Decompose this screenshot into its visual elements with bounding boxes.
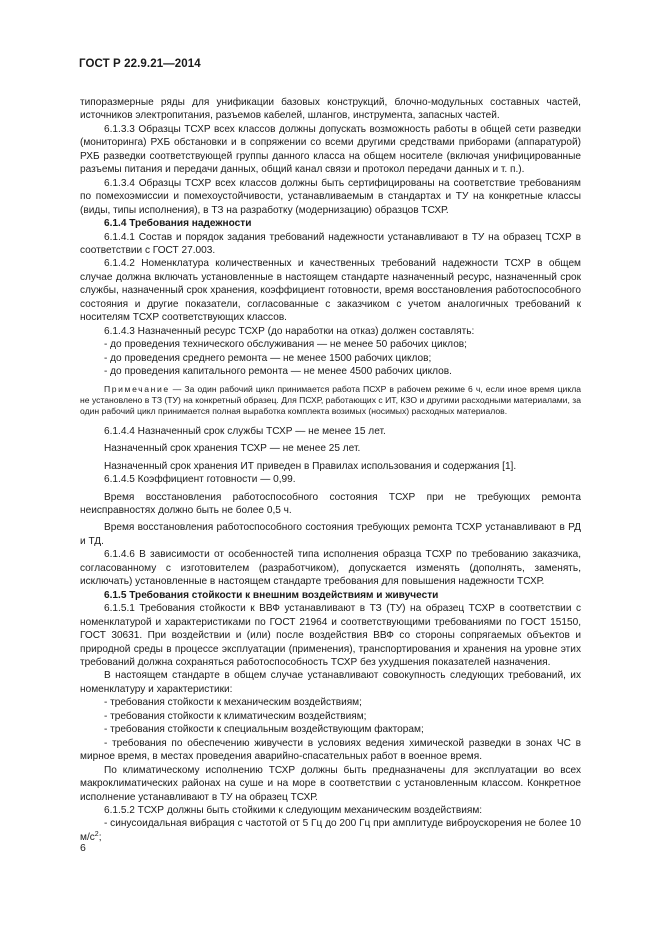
section-heading: 6.1.4 Требования надежности (104, 218, 252, 230)
paragraph: типоразмерные ряды для унификации базовых конструкций, блочно-модульных составных частей, источников электропитания, разъемов кабелей, шлангов, инструмента, запасных частей. (80, 97, 581, 122)
paragraph: Назначенный срок хранения ИТ приведен в Правилах использования и содержания [1]. (104, 460, 517, 472)
paragraph: 6.1.4.3 Назначенный ресурс ТСХР (до наработки на отказ) должен составлять: (104, 325, 475, 337)
paragraph: 6.1.5.1 Требования стойкости к ВВФ устанавливают в ТЗ (ТУ) на образец ТСХР в соответствии с номенклатурой и характеристиками по ГОСТ 21964 и соответствующими требованиями по ГОСТ 15150, ГОСТ 30631. При воздействии и (или) после воздействия ВВФ со стороны сопрягаемых объектов и природной среды в процессе эксплуатации (применения), транспортирования и хранения на уровне этих требований должна сохраняться работоспособность ТСХР без ухудшения показателей назначения. (80, 603, 581, 668)
list-item: - до проведения технического обслуживания — не менее 50 рабочих циклов; (104, 339, 467, 351)
paragraph: Время восстановления работоспособного состояния требующих ремонта ТСХР устанавливают в РД и ТД. (80, 522, 581, 547)
list-item-end: ; (98, 831, 102, 843)
paragraph: 6.1.4.1 Состав и порядок задания требований надежности устанавливают в ТУ на образец ТСХР в соответствии с ГОСТ 27.003. (80, 231, 581, 256)
paragraph: 6.1.3.4 Образцы ТСХР всех классов должны быть сертифицированы на соответствие требованиям по помехоэмиссии и помехоустойчивости, устанавливаемым в стандартах и ТУ на конкретные классы (виды, типы исполнения), в ТЗ на разработку (модернизацию) образцов ТСХР. (80, 177, 581, 216)
list-item: - до проведения среднего ремонта — не менее 1500 рабочих циклов; (104, 352, 432, 364)
document-body (80, 96, 581, 844)
paragraph: По климатическому исполнению ТСХР должны быть предназначены для эксплуатации во всех макроклиматических районах на суше и на море в соответствии с установленным классом. Конкретное исполнение устанавливают в ТУ на образец ТСХР. (80, 764, 581, 803)
list-item: - требования стойкости к специальным воздействующим факторам; (104, 724, 424, 736)
list-item: - требования по обеспечению живучести в условиях ведения химической разведки в зонах ЧС в мирное время, в местах проведения аварийно-спасательных работ в военное время. (80, 737, 581, 763)
note (80, 384, 581, 418)
paragraph: Время восстановления работоспособного состояния ТСХР при не требующих ремонта неисправностях должно быть не более 0,5 ч. (80, 491, 581, 516)
list-item (80, 817, 581, 844)
paragraph: Назначенный срок хранения ТСХР — не менее 25 лет. (104, 443, 361, 455)
list-item: - до проведения капитального ремонта — не менее 4500 рабочих циклов. (104, 366, 452, 378)
page-number: 6 (80, 842, 86, 854)
list-item: - требования стойкости к климатическим воздействиям; (104, 710, 367, 722)
list-item-text: - синусоидальная вибрация с частотой от 5 Гц до 200 Гц при амплитуде виброускорения не более 10 м/с (80, 818, 581, 843)
paragraph: 6.1.3.3 Образцы ТСХР всех классов должны допускать возможность работы в общей сети разведки (мониторинга) РХБ обстановки и в сопряжении со всеми другими средствами приборами (аппаратурой) РХБ разведки соответствующей группы данного класса на общем носителе (включая унифицированные разъемы питания и передачи данных, общий канал связи и протокол передачи данных и т. п.). (80, 123, 581, 176)
paragraph: 6.1.4.4 Назначенный срок службы ТСХР — не менее 15 лет. (104, 425, 386, 437)
list-item: - требования стойкости к механическим воздействиям; (104, 697, 362, 709)
paragraph: В настоящем стандарте в общем случае устанавливают совокупность следующих требований, их номенклатуру и характеристики: (80, 670, 581, 695)
section-heading: 6.1.5 Требования стойкости к внешним воздействиям и живучести (104, 589, 439, 601)
paragraph: 6.1.4.2 Номенклатура количественных и качественных требований надежности ТСХР в общем случае должна включать установленные в настоящем стандарте назначенный ресурс, назначенный срок службы, назначенный срок хранения, коэффициент готовности, время восстановления работоспособного состояния и другие показатели, согласованные с заказчиком с учетом аналогичных требований к носителям ТСХР соответствующих классов. (80, 258, 581, 324)
paragraph: 6.1.5.2 ТСХР должны быть стойкими к следующим механическим воздействиям: (104, 804, 483, 816)
document-header: ГОСТ Р 22.9.21—2014 (79, 58, 201, 70)
note-text: — За один рабочий цикл принимается работа ПСХР в рабочем режиме 6 ч, если иное время цикла не установлено в ТЗ (ТУ) на конкретный образец. Для ПСХР, работающих с ИТ, КЗО и другими расходными материалами, за один рабочий цикл принимается полная выработка комплекта возимых (носимых) расходных материалов. (80, 383, 581, 417)
paragraph: 6.1.4.5 Коэффициент готовности — 0,99. (104, 474, 296, 486)
paragraph: 6.1.4.6 В зависимости от особенностей типа исполнения образца ТСХР по требованию заказчика, согласованному с изготовителем (разработчиком), допускается изменять (дополнять, заменять, исключать) установленные в настоящем стандарте требования для повышения надежности ТСХР. (80, 549, 581, 588)
superscript: 2 (94, 830, 99, 838)
note-label: Примечание (104, 383, 170, 394)
